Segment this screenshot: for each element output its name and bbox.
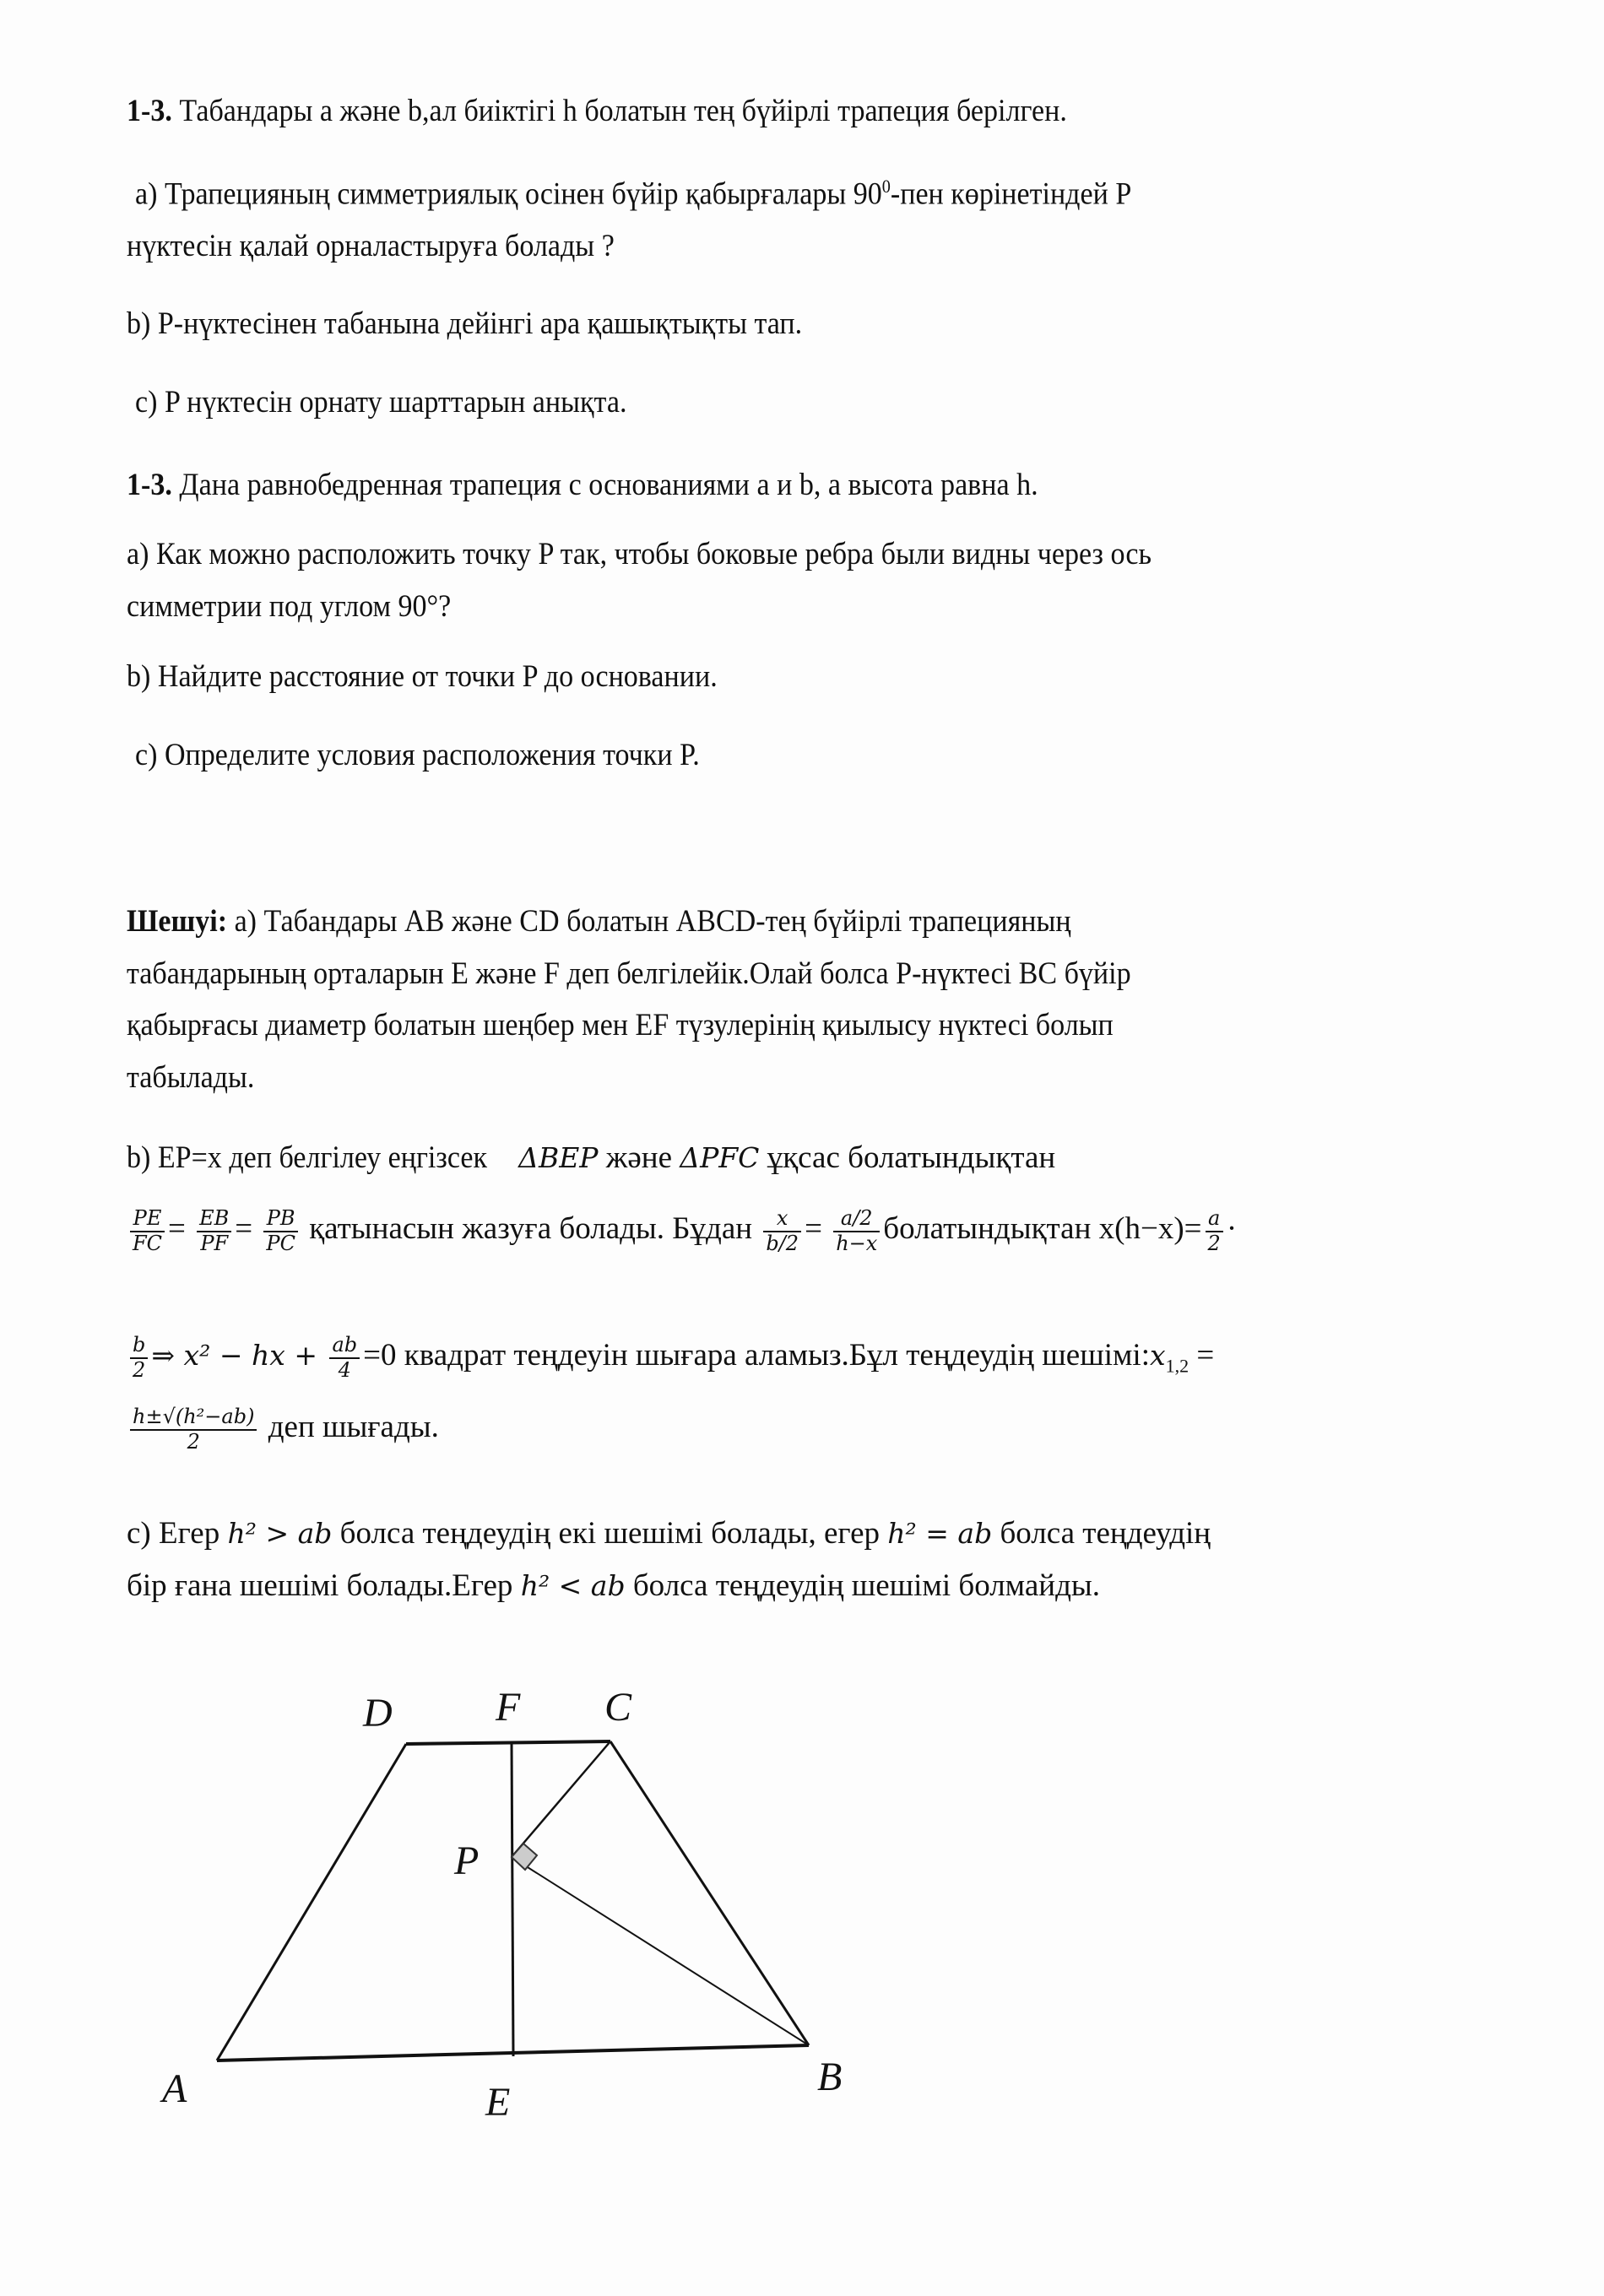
root-formula: $\frac{\text{h±√(h²−ab)}}{2}$ xyxy=(130,1405,257,1454)
problem-number: 1-3. xyxy=(127,94,172,128)
ru-problem-a-line1: a) Как можно расположить точку P так, чтобы боковые ребра были видны через ось xyxy=(127,537,1152,571)
a-over-2: $\frac{a}{2}$ xyxy=(1206,1207,1223,1255)
solution-b-line4: $\frac{\text{h±√(h²−ab)}}{2}$ деп шығады. xyxy=(127,1405,439,1454)
kz-problem-b: b) P-нүктесінен табанына дейінгі ара қашықтықты тап. xyxy=(127,306,803,341)
problem-number: 1-3. xyxy=(127,468,172,502)
ratio-pb-pc: $\frac{PB}{PC}$ xyxy=(263,1207,298,1255)
ru-problem-b: b) Найдите расстояние от точки P до основании. xyxy=(127,659,718,694)
side-dc xyxy=(406,1741,610,1744)
solution-b-line3: $\frac{b}{2}$ ⇒ x² − hx + $\frac{ab}{4}$ =0 квадрат теңдеуін шығара аламыз.Бұл теңдеудің $шешімі:x_{1,2}$ = xyxy=(127,1334,1214,1382)
solution-b-line2: $\frac{PE}{FC}$ = $\frac{EB}{PF}$ = $\frac{PB}{PC}$ қатынасын жазуға болады. Бұдан $\frac{x}{b/2}$ = $\frac{a/2}{h-x}$ болатындықтан x(h−x)= $\frac{a}{2}$ · xyxy=(127,1207,1237,1255)
b-over-2: $\frac{b}{2}$ xyxy=(130,1334,148,1382)
ru-problem-a-line2: симметрии под углом 90°? xyxy=(127,589,452,624)
label-p: P xyxy=(454,1838,480,1883)
kz-problem-a-line1: a) Трапецияның симметриялық осінен бүйір қабырғалары $90^0$-пен көрінетіндей P xyxy=(135,176,1132,212)
side-bc xyxy=(610,1741,809,2045)
solution-c-line2: бір ғана шешімі болады.Егер h² < ab болса теңдеудің шешімі болмайды. xyxy=(127,1568,1100,1603)
solution-a-line1: Шешуі: a) Табандары AB және CD болатын ABCD-тең бүйірлі трапецияның xyxy=(127,904,1071,939)
right-angle-marker xyxy=(512,1844,537,1870)
label-b: B xyxy=(817,2055,843,2099)
kz-problem-intro: 1-3. Табандары a және b,ал биіктігі h болатын тең бүйірлі трапеция берілген. xyxy=(127,94,1067,128)
ratio-eb-pf: $\frac{EB}{PF}$ xyxy=(197,1207,231,1255)
solution-b-line1: b) EP=x деп белгілеу еңгізсекΔBEP және ΔPFC ұқсас болатындықтан xyxy=(127,1140,1056,1175)
ru-problem-intro: 1-3. Дана равнобедренная трапеция с основаниями a и b, а высота равна h. xyxy=(127,468,1038,502)
solution-a-line4: табылады. xyxy=(127,1060,255,1095)
axis-ef xyxy=(512,1743,513,2056)
solution-c-line1: c) Егер h² > ab болса теңдеудің екі шешімі болады, егер h² = ab болса теңдеудің xyxy=(127,1516,1211,1551)
label-c: C xyxy=(604,1685,632,1730)
kz-problem-a-line2: нүктесін қалай орналастыруға болады ? xyxy=(127,229,615,263)
side-ad xyxy=(217,1744,406,2060)
label-a: A xyxy=(162,2066,187,2111)
ratio-pe-fc: $\frac{PE}{FC}$ xyxy=(130,1207,165,1255)
solution-heading: Шешуі: xyxy=(127,904,228,939)
ru-problem-c: c) Определите условия расположения точки P. xyxy=(135,738,700,772)
x-over-b2: $\frac{x}{b/2}$ xyxy=(763,1207,801,1255)
label-e: E xyxy=(485,2080,511,2125)
ab-over-4: $\frac{ab}{4}$ xyxy=(329,1334,360,1382)
segment-pb xyxy=(512,1857,809,2045)
label-d: D xyxy=(363,1691,393,1736)
segment-pc xyxy=(512,1741,610,1857)
a2-over-hx: $\frac{a/2}{h-x}$ xyxy=(833,1207,880,1255)
solution-a-line3: қабырғасы диаметр болатын шеңбер мен EF түзулерінің қиылысу нүктесі болып xyxy=(127,1008,1114,1042)
solution-a-line2: табандарының орталарын E және F деп белгілейік.Олай болса P-нүктесі BC бүйір xyxy=(127,956,1131,991)
kz-problem-c: c) P нүктесін орнату шарттарын анықта. xyxy=(135,385,627,420)
label-f: F xyxy=(496,1685,521,1730)
